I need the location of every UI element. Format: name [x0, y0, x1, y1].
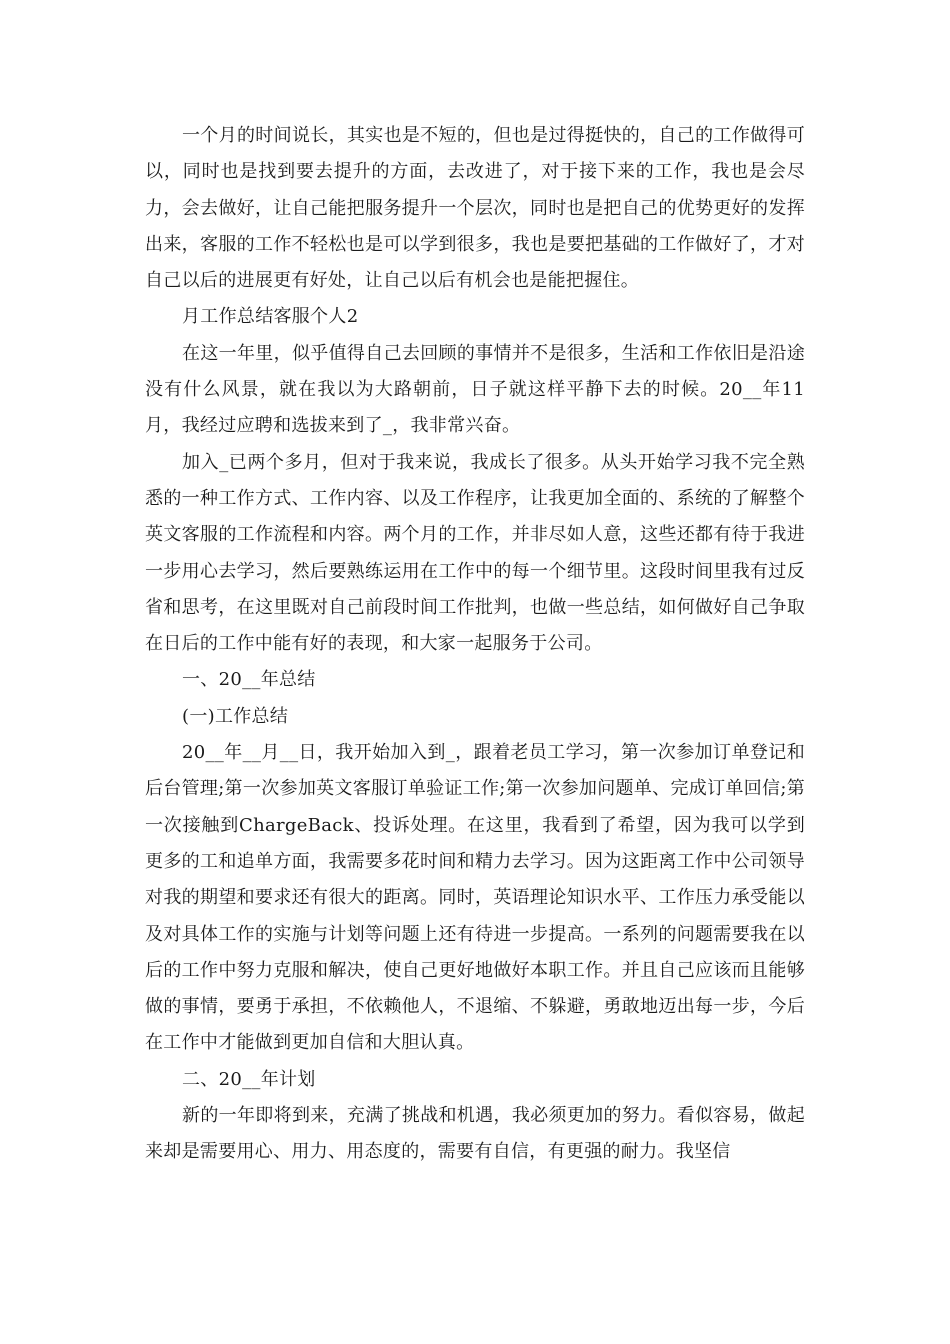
paragraph-year-review: 在这一年里，似乎值得自己去回顾的事情并不是很多，生活和工作依旧是沿途没有什么风景，就在我以为大路朝前，日子就这样平静下去的时候。20__年11月，我经过应聘和选拔来到了_，我非常兴奋。	[145, 342, 805, 437]
paragraph-intro: 一个月的时间说长，其实也是不短的，但也是过得挺快的，自己的工作做得可以，同时也是找到要去提升的方面，去改进了，对于接下来的工作，我也是会尽力，会去做好，让自己能把服务提升一个层次，同时也是把自己的优势更好的发挥出来，客服的工作不轻松也是可以学到很多，我也是要把基础的工作做好了，才对自己以后的进展更有好处，让自己以后有机会也是能把握住。	[145, 125, 805, 292]
heading-year-summary: 一、20__年总结	[182, 669, 316, 691]
heading-year-plan: 二、20__年计划	[182, 1068, 316, 1090]
subheading-work-summary: (一)工作总结	[182, 705, 289, 727]
document-body	[145, 118, 805, 1171]
paragraph-work-details: 20__年__月__日，我开始加入到_，跟着老员工学习，第一次参加订单登记和后台管理;第一次参加英文客服订单验证工作;第一次参加问题单、完成订单回信;第一次接触到ChargeBack、投诉处理。在这里，我看到了希望，因为我可以学到更多的工和追单方面，我需要多花时间和精力去学习。因为这距离工作中公司领导对我的期望和要求还有很大的距离。同时，英语理论知识水平、工作压力承受能以及对具体工作的实施与计划等问题上还有待进一步提高。一系列的问题需要我在以后的工作中努力克服和解决，使自己更好地做好本职工作。并且自己应该而且能够做的事情，要勇于承担，不依赖他人，不退缩、不躲避，勇敢地迈出每一步，今后在工作中才能做到更加自信和大胆认真。	[145, 742, 805, 1054]
section-title-summary-2: 月工作总结客服个人2	[182, 306, 359, 328]
paragraph-joining: 加入_已两个多月，但对于我来说，我成长了很多。从头开始学习我不完全熟悉的一种工作方式、工作内容、以及工作程序，让我更加全面的、系统的了解整个英文客服的工作流程和内容。两个月的工作，并非尽如人意，这些还都有待于我进一步用心去学习，然后要熟练运用在工作中的每一个细节里。这段时间里我有过反省和思考，在这里既对自己前段时间工作批判，也做一些总结，如何做好自己争取在日后的工作中能有好的表现，和大家一起服务于公司。	[145, 451, 805, 655]
paragraph-new-year: 新的一年即将到来，充满了挑战和机遇，我必须更加的努力。看似容易，做起来却是需要用心、用力、用态度的，需要有自信，有更强的耐力。我坚信	[145, 1105, 805, 1163]
